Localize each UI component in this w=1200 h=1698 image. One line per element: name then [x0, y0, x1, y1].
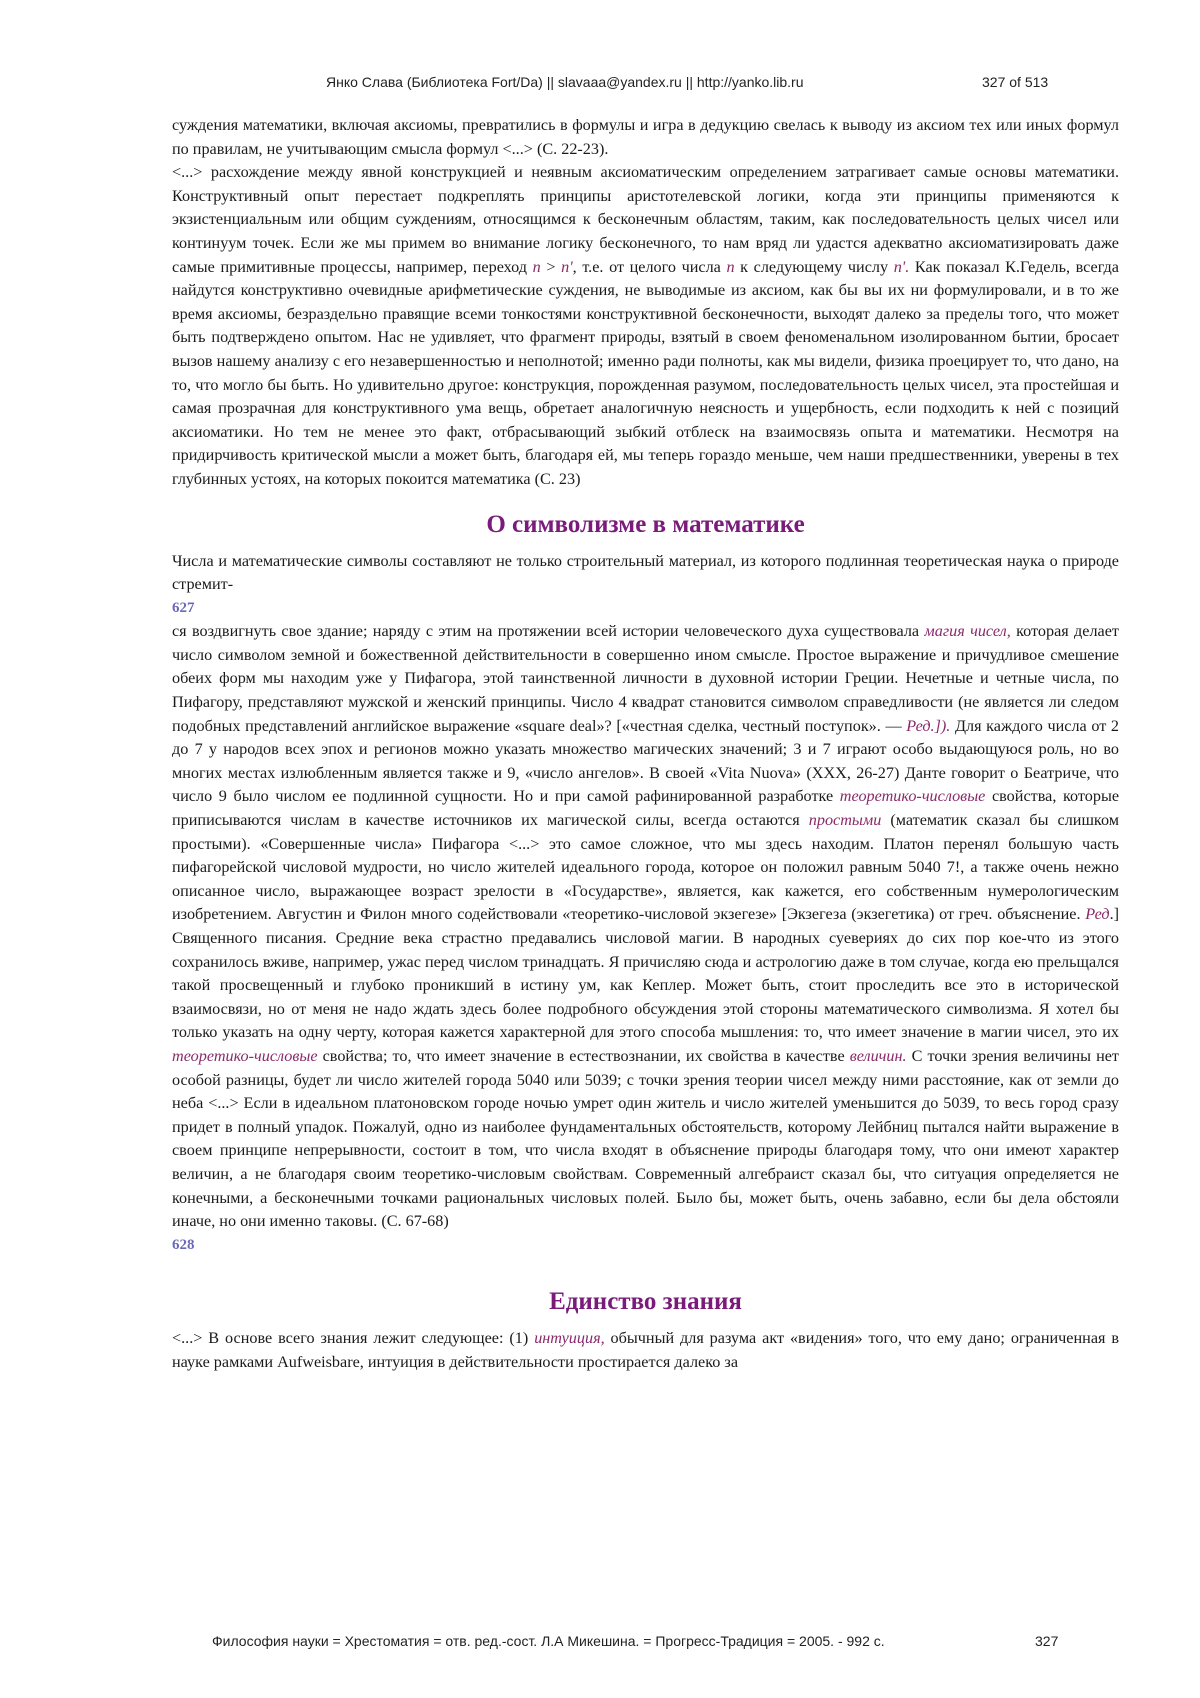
page-number-marker-627: 627: [172, 599, 195, 616]
paragraph-2: <...> расхождение между явной конструкцией и неявным аксиоматическим определением затрагивает самые основы математики. Конструктивный опыт перестает подкреплять принципы аристотелевской логики, когда эти принципы применяются к экзистенциальным или общим суждениям, относящимся к бесконечным областям, таким, как последовательность целых чисел или континуум точек. Если же мы примем во внимание логику бесконечного, то нам вряд ли удастся адекватно аксиоматизировать даже самые примитивные процессы, например, переход n > n', т.е. от целого числа n к следующему числу n'. Как показал К.Гедель, всегда найдутся конструктивно очевидные арифметические суждения, не выводимые из аксиом, как бы вы их ни формулировали, и в то же время аксиомы, безраздельно правящие всеми тонкостями конструктивной бесконечности, выходят далеко за пределы того, что может быть подтверждено опытом. Нас не удивляет, что фрагмент природы, взятый в своем феноменальном изолированном бытии, бросает вызов нашему анализу с его незавершенностью и неполнотой; именно ради полноты, как мы видели, физика проецирует то, что дано, на то, что могло бы быть. Но удивительно другое: конструкция, порожденная разумом, последовательность целых чисел, эта простейшая и самая прозрачная для конструктивного ума вещь, обретает аналогичную неясность и ущербность, если подходить к ней с позиций аксиоматики. Но тем не менее это факт, отбрасывающий зыбкий отблеск на взаимосвязь опыта и математики. Несмотря на придирчивость критической мысли а может быть, благодаря ей, мы теперь гораздо меньше, чем наши предшественники, уверены в тех глубинных устоях, на которых покоится математика (С. 23): [172, 163, 1119, 488]
spacer: [172, 1257, 1119, 1269]
document-body: [172, 114, 1119, 1375]
footer-reference: Философия науки = Хрестоматия = отв. ред.-сост. Л.А Микешина. = Прогресс-Традиция = 2005. - 992 с.: [212, 1633, 885, 1649]
page-header: [0, 74, 1200, 96]
footer-page-number: 327: [1035, 1633, 1059, 1649]
header-source: Янко Слава (Библиотека Fort/Da) || slavaaa@yandex.ru || http://yanko.lib.ru: [326, 74, 804, 90]
section-title-unity: Единство знания: [549, 1288, 742, 1316]
section1-paragraph-1: Числа и математические символы составляют не только строительный материал, из которого подлинная теоретическая наука о природе стремит-: [172, 551, 1119, 594]
section1-paragraph-2: ся воздвигнуть свое здание; наряду с этим на протяжении всей истории человеческого духа существовала магия чисел, которая делает число символом земной и божественной действительности в совершенно ином смысле. Простое выражение и причудливое смешение обеих форм мы находим уже у Пифагора, этой таинственной личности в духовной истории Греции. Нечетные и четные числа, по Пифагору, представляют мужской и женский принципы. Число 4 квадрат становится символом справедливости (не является ли следом подобных представлений английское выражение «square deal»? [«честная сделка, честный поступок». — Ред.]). Для каждого числа от 2 до 7 у народов всех эпох и регионов можно указать множество магических значений; 3 и 7 играют особо выдающуюся роль, но во многих местах излюбленным является также и 9, «число ангелов». В своей «Vita Nuova» (XXX, 26-27) Данте говорит о Беатриче, что число 9 было числом ее подлинной сущности. Но и при самой рафинированной разработке теоретико-числовые свойства, которые приписываются числам в качестве источников их магической силы, всегда остаются простыми (математик сказал бы слишком простыми). «Совершенные числа» Пифагора <...> это самое сложное, что мы здесь находим. Платон перенял большую часть пифагорейской числовой мудрости, но число жителей идеального города, которое он положил равным 5040 7!, а также очень нежно описанное число, выражающее возраст зрелости в «Государстве», является, как кажется, его собственным нумерологическим изобретением. Августин и Филон много содействовали «теоретико-числовой экзегезе» [Экзегеза (экзегетика) от греч. объяснение. Ред.] Священного писания. Средние века страстно предавались числовой магии. В народных суевериях до сих пор кое-что из этого сохранилось вживе, например, ужас перед числом тринадцать. Я причисляю сюда и астрологию даже в том случае, когда ею прельщался такой просвещенный и глубоко проникший в истину ум, как Кеплер. Может быть, стоит проследить все это в исторической взаимосвязи, но от меня не надо ждать здесь более подробного обсуждения этой стороны математического символизма. Я хотел бы только указать на одну черту, которая кажется характерной для этого способа мышления: то, что имеет значение в магии чисел, это их теоретико-числовые свойства; то, что имеет значение в естествознании, их свойства в качестве величин. С точки зрения величины нет особой разницы, будет ли число жителей города 5040 или 5039; с точки зрения теории чисел между ними расстояние, как от земли до неба <...> Если в идеальном платоновском городе ночью умрет один житель и число жителей уменьшится до 5039, то весь город сразу придет в полный упадок. Пожалуй, одно из наиболее фундаментальных обстоятельств, которому Лейбниц пытался найти выражение в своем принципе непрерывности, состоит в том, что числа входят в объяснение природы благодаря тому, что они имеют характер величин, а не благодаря своим теоретико-числовым свойствам. Современный алгебраист сказал бы, что ситуация определяется не конечными, а бесконечными точками рациональных числовых полей. Было бы, может быть, очень забавно, если бы дела обстояли иначе, но они именно таковы. (С. 67-68): [172, 622, 1120, 1231]
paragraph-1: суждения математики, включая аксиомы, превратились в формулы и игра в дедукцию свелась к выводу из аксиом тех или иных формул по правилам, не учитывающим смысла формул <...> (С. 22-23).: [172, 116, 1119, 158]
section2-paragraph-1: <...> В основе всего знания лежит следующее: (1) интуиция, обычный для разума акт «видения» того, что ему дано; ограниченная в науке рамками Aufweisbare, интуиция в действительности простирается далеко за: [172, 1329, 1120, 1371]
header-page-of: 327 of 513: [982, 74, 1049, 90]
page-number-marker-628: 628: [172, 1236, 195, 1253]
section-title-symbolism: О символизме в математике: [486, 510, 805, 538]
